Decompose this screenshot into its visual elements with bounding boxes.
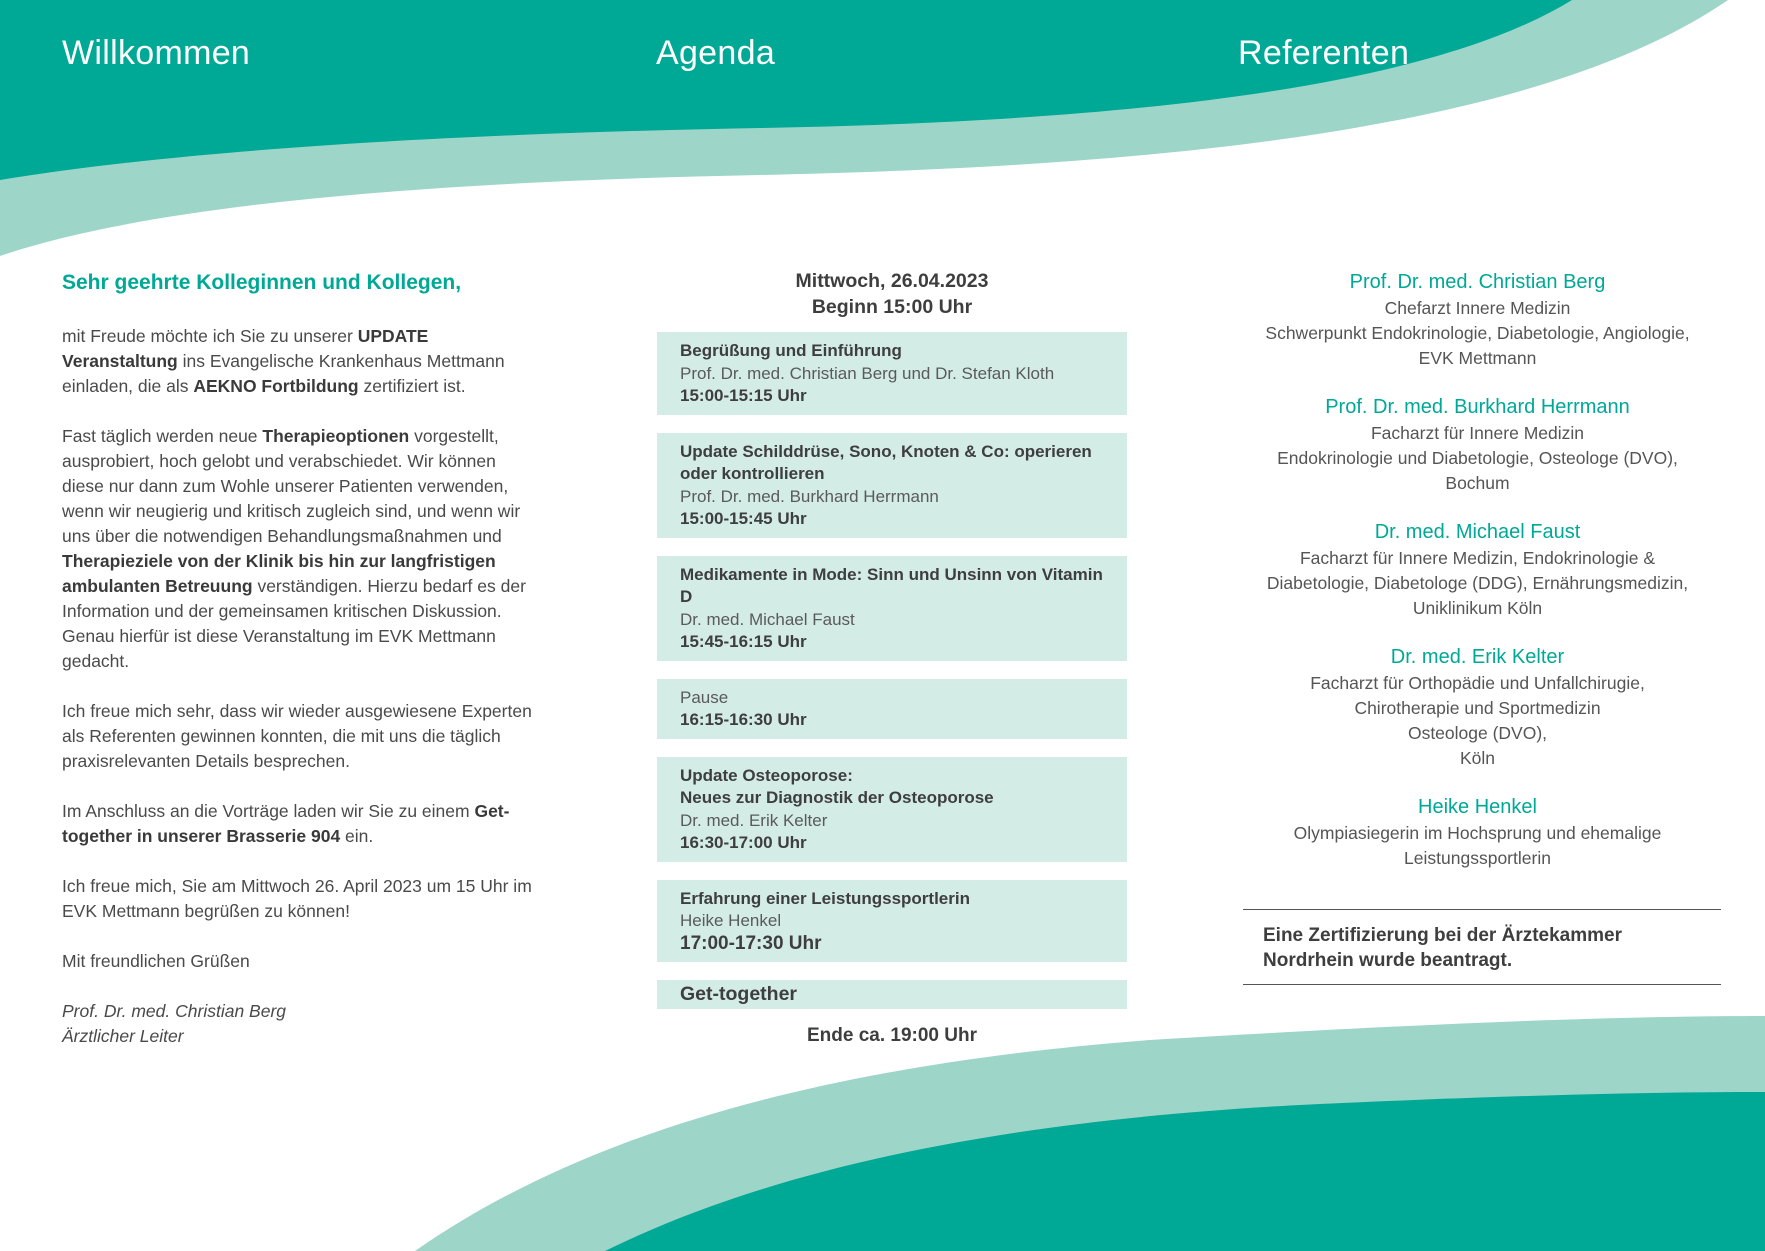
certification-line-1: Eine Zertifizierung bei der Ärztekammer (1263, 925, 1622, 946)
agenda-item-title: Begrüßung und Einführung (680, 341, 902, 360)
agenda-item-get-together (657, 980, 1127, 1009)
referent-line: Osteologe (DVO), (1407, 723, 1548, 743)
referent-line: Olympiasiegerin im Hochsprung und ehemalige (1293, 823, 1662, 843)
referent-name: Prof. Dr. med. Christian Berg (1349, 271, 1606, 293)
referent-line: Facharzt für Innere Medizin (1370, 423, 1584, 443)
agenda-item-time: 15:00-15:15 Uhr (680, 386, 807, 405)
agenda-start: Beginn 15:00 Uhr (811, 296, 973, 318)
referent-line: Endokrinologie und Diabetologie, Osteologe (DVO), (1277, 448, 1678, 468)
letter-paragraph-2 (62, 424, 542, 674)
signature (62, 999, 542, 1049)
signature-role: Ärztlicher Leiter (62, 1026, 184, 1046)
agenda-item-pause (657, 679, 1127, 739)
agenda-item-speaker: Prof. Dr. med. Burkhard Herrmann (680, 486, 939, 506)
agenda-date: Mittwoch, 26.04.2023 (795, 270, 989, 292)
certification-note (1243, 909, 1721, 985)
agenda-item-title: Update Schilddrüse, Sono, Knoten & Co: operieren oder kontrollieren (680, 441, 1092, 483)
agenda-item (657, 332, 1127, 415)
agenda-item-time: 17:00-17:30 Uhr (680, 932, 822, 954)
referent-line: Bochum (1445, 473, 1510, 493)
agenda-item-title: Medikamente in Mode: Sinn und Unsinn von Vitamin D (680, 564, 1103, 606)
agenda-item-title: Get-together (680, 983, 797, 1005)
agenda-item-time: 16:15-16:30 Uhr (680, 710, 807, 729)
closing: Mit freundlichen Grüßen (62, 951, 250, 971)
referent-line: Facharzt für Orthopädie und Unfallchirugie, (1310, 673, 1645, 693)
agenda-item-speaker: Heike Henkel (680, 911, 782, 930)
text: Im Anschluss an die Vorträge laden wir Sie zu einem (62, 801, 475, 821)
letter-paragraph-1 (62, 324, 542, 399)
referent-line: EVK Mettmann (1418, 348, 1537, 368)
agenda-item (657, 433, 1127, 538)
referent-line: Facharzt für Innere Medizin, Endokrinologie & (1299, 548, 1656, 568)
agenda-item-speaker: Pause (680, 687, 729, 707)
text: ins Evangelische Krankenhaus Mettmann einladen, die als (62, 351, 505, 396)
referent-line: Uniklinikum Köln (1412, 598, 1543, 618)
text: ein. (340, 826, 374, 846)
letter-paragraph-4 (62, 799, 542, 849)
emphasis: Therapieoptionen (262, 426, 410, 446)
certification-line-2: Nordrhein wurde beantragt. (1263, 950, 1513, 971)
referent-line: Schwerpunkt Endokrinologie, Diabetologie, Angiologie, (1265, 323, 1690, 343)
agenda-item-time: 15:45-16:15 Uhr (680, 632, 807, 651)
referent-line: Diabetologie, Diabetologe (DDG), Ernährungsmedizin, (1266, 573, 1689, 593)
referent-name: Dr. med. Erik Kelter (1390, 646, 1565, 668)
agenda-item-title: Update Osteoporose: (680, 765, 853, 785)
salutation: Sehr geehrte Kolleginnen und Kollegen, (62, 271, 462, 294)
text: mit Freude möchte ich Sie zu unserer (62, 326, 358, 346)
referent-name: Dr. med. Michael Faust (1374, 521, 1581, 543)
agenda-column (657, 268, 1127, 1047)
agenda-item (657, 757, 1127, 862)
text: Fast täglich werden neue (62, 426, 263, 446)
referents-column (1240, 268, 1715, 893)
agenda-item-time: 16:30-17:00 Uhr (680, 833, 807, 852)
emphasis: AEKNO Fortbildung (193, 376, 359, 396)
agenda-item-time: 15:00-15:45 Uhr (680, 509, 807, 528)
letter-paragraph-5: Ich freue mich, Sie am Mittwoch 26. April 2023 um 15 Uhr im EVK Mettmann begrüßen zu können! (62, 876, 532, 921)
text: verständigen. Hierzu bedarf es der Information und der gemeinsamen kritischen Diskussion. Genau hierfür ist diese Veranstaltung im EVK Mettmann gedacht. (62, 576, 526, 671)
text: vorgestellt, ausprobiert, hoch gelobt und verabschiedet. Wir können diese nur dann zum Wohle unserer Patienten verwenden, wenn wir neugierig und kritisch zugleich sind, und wenn wir uns über die notwendigen Behandlungsmaßnahmen und (62, 426, 521, 546)
agenda-item (657, 880, 1127, 963)
welcome-letter (62, 268, 542, 1049)
agenda-item-title: Erfahrung einer Leistungssportlerin (680, 888, 970, 908)
referent (1240, 268, 1715, 371)
referent (1240, 518, 1715, 621)
referent (1240, 793, 1715, 871)
text: zertifiziert ist. (358, 376, 466, 396)
referent-name: Heike Henkel (1418, 796, 1537, 818)
heading-welcome: Willkommen (62, 34, 251, 72)
referent (1240, 393, 1715, 496)
referent-name: Prof. Dr. med. Burkhard Herrmann (1325, 396, 1630, 418)
agenda-item-speaker: Dr. med. Erik Kelter (680, 810, 828, 830)
referent-line: Leistungssportlerin (1404, 848, 1551, 868)
referent-line: Chirotherapie und Sportmedizin (1354, 698, 1601, 718)
referent-line: Köln (1459, 748, 1496, 768)
agenda-end: Ende ca. 19:00 Uhr (806, 1025, 978, 1046)
emphasis: Get-together in unserer Brasserie 904 (62, 801, 510, 846)
agenda-item-speaker: Prof. Dr. med. Christian Berg und Dr. Stefan Kloth (680, 363, 1055, 383)
emphasis: Therapieziele von der Klinik bis hin zur langfristigen ambulanten Betreuung (62, 551, 496, 596)
agenda-item (657, 556, 1127, 661)
heading-agenda: Agenda (656, 34, 776, 72)
agenda-date-block (657, 268, 1127, 320)
referent (1240, 643, 1715, 771)
emphasis: UPDATE Veranstaltung (62, 326, 429, 371)
letter-paragraph-3: Ich freue mich sehr, dass wir wieder ausgewiesene Experten als Referenten gewinnen konnten, die mit uns die täglich praxisrelevanten Details besprechen. (62, 701, 532, 771)
agenda-item-speaker: Dr. med. Michael Faust (680, 609, 855, 629)
signature-name: Prof. Dr. med. Christian Berg (62, 1001, 287, 1021)
referent-line: Chefarzt Innere Medizin (1384, 298, 1571, 318)
heading-referents: Referenten (1238, 34, 1410, 72)
agenda-item-subtitle: Neues zur Diagnostik der Osteoporose (680, 788, 994, 807)
